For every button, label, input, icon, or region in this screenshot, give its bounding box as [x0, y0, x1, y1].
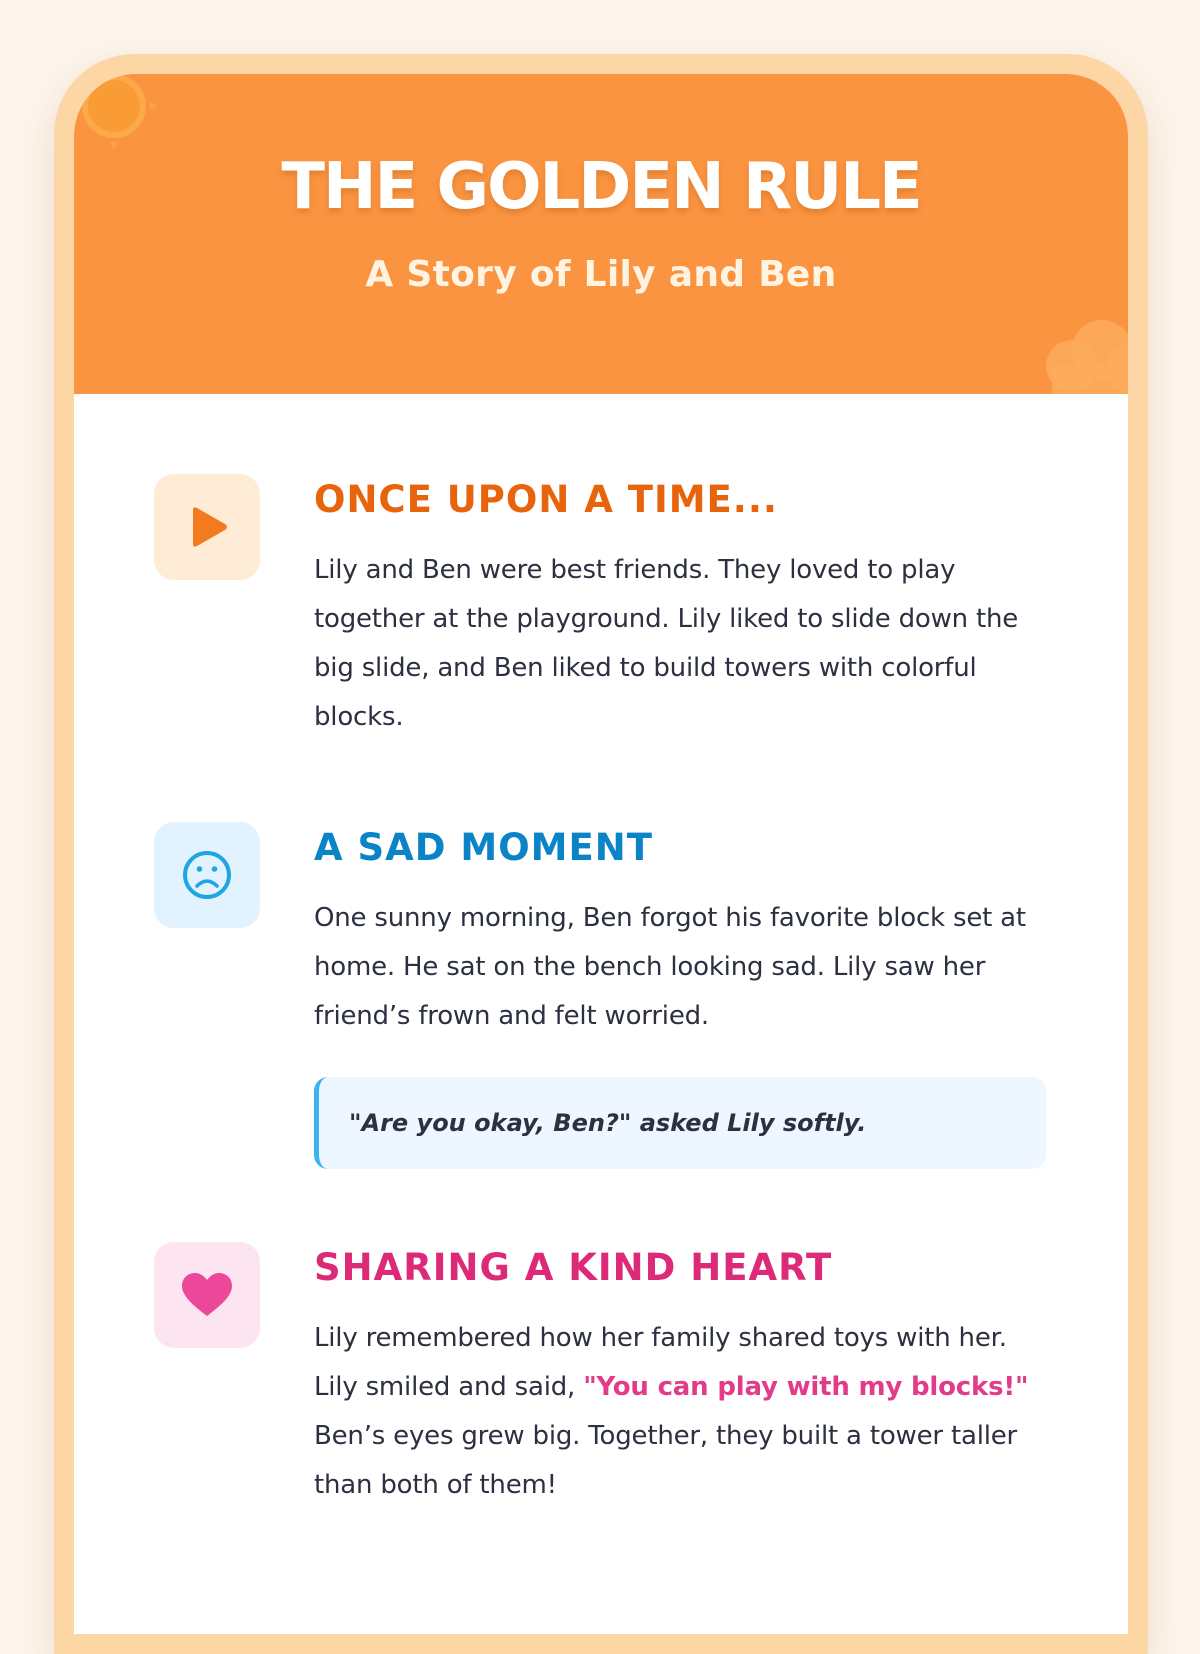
heart-icon: [181, 1272, 233, 1318]
paragraph-text: Lily remembered how her family shared toys with her. Lily smiled and said,: [314, 1323, 1007, 1402]
section-paragraph: [314, 1314, 1054, 1510]
sun-icon: [80, 74, 156, 148]
section-heading: SHARING A KIND HEART: [314, 1246, 833, 1289]
dialogue-quote: "Are you okay, Ben?" asked Lily softly.: [314, 1077, 1046, 1169]
section-heading: A SAD MOMENT: [314, 826, 653, 869]
card-frame: [54, 54, 1148, 1654]
header-banner: [74, 74, 1128, 394]
section-paragraph: Lily and Ben were best friends. They loved to play together at the playground. Lily liked to slide down the big slide, and Ben liked to build towers with colorful blocks.: [314, 555, 1019, 732]
story-card: [74, 74, 1128, 1634]
section-heading: ONCE UPON A TIME...: [314, 478, 778, 521]
sad-face-icon: [182, 850, 232, 900]
paragraph-text: Ben’s eyes grew big. Together, they built a tower taller than both of them!: [314, 1421, 1018, 1500]
icon-badge: [154, 474, 260, 580]
icon-badge: [154, 1242, 260, 1348]
cloud-icon: [1032, 314, 1128, 394]
play-icon: [185, 505, 229, 549]
icon-badge: [154, 822, 260, 928]
page-subtitle: A Story of Lily and Ben: [365, 254, 837, 295]
section-paragraph: One sunny morning, Ben forgot his favorite block set at home. He sat on the bench looking sad. Lily saw her friend’s frown and felt worried.: [314, 903, 1026, 1031]
highlighted-dialogue: "You can play with my blocks!": [583, 1372, 1029, 1402]
page-title: THE GOLDEN RULE: [281, 150, 921, 224]
